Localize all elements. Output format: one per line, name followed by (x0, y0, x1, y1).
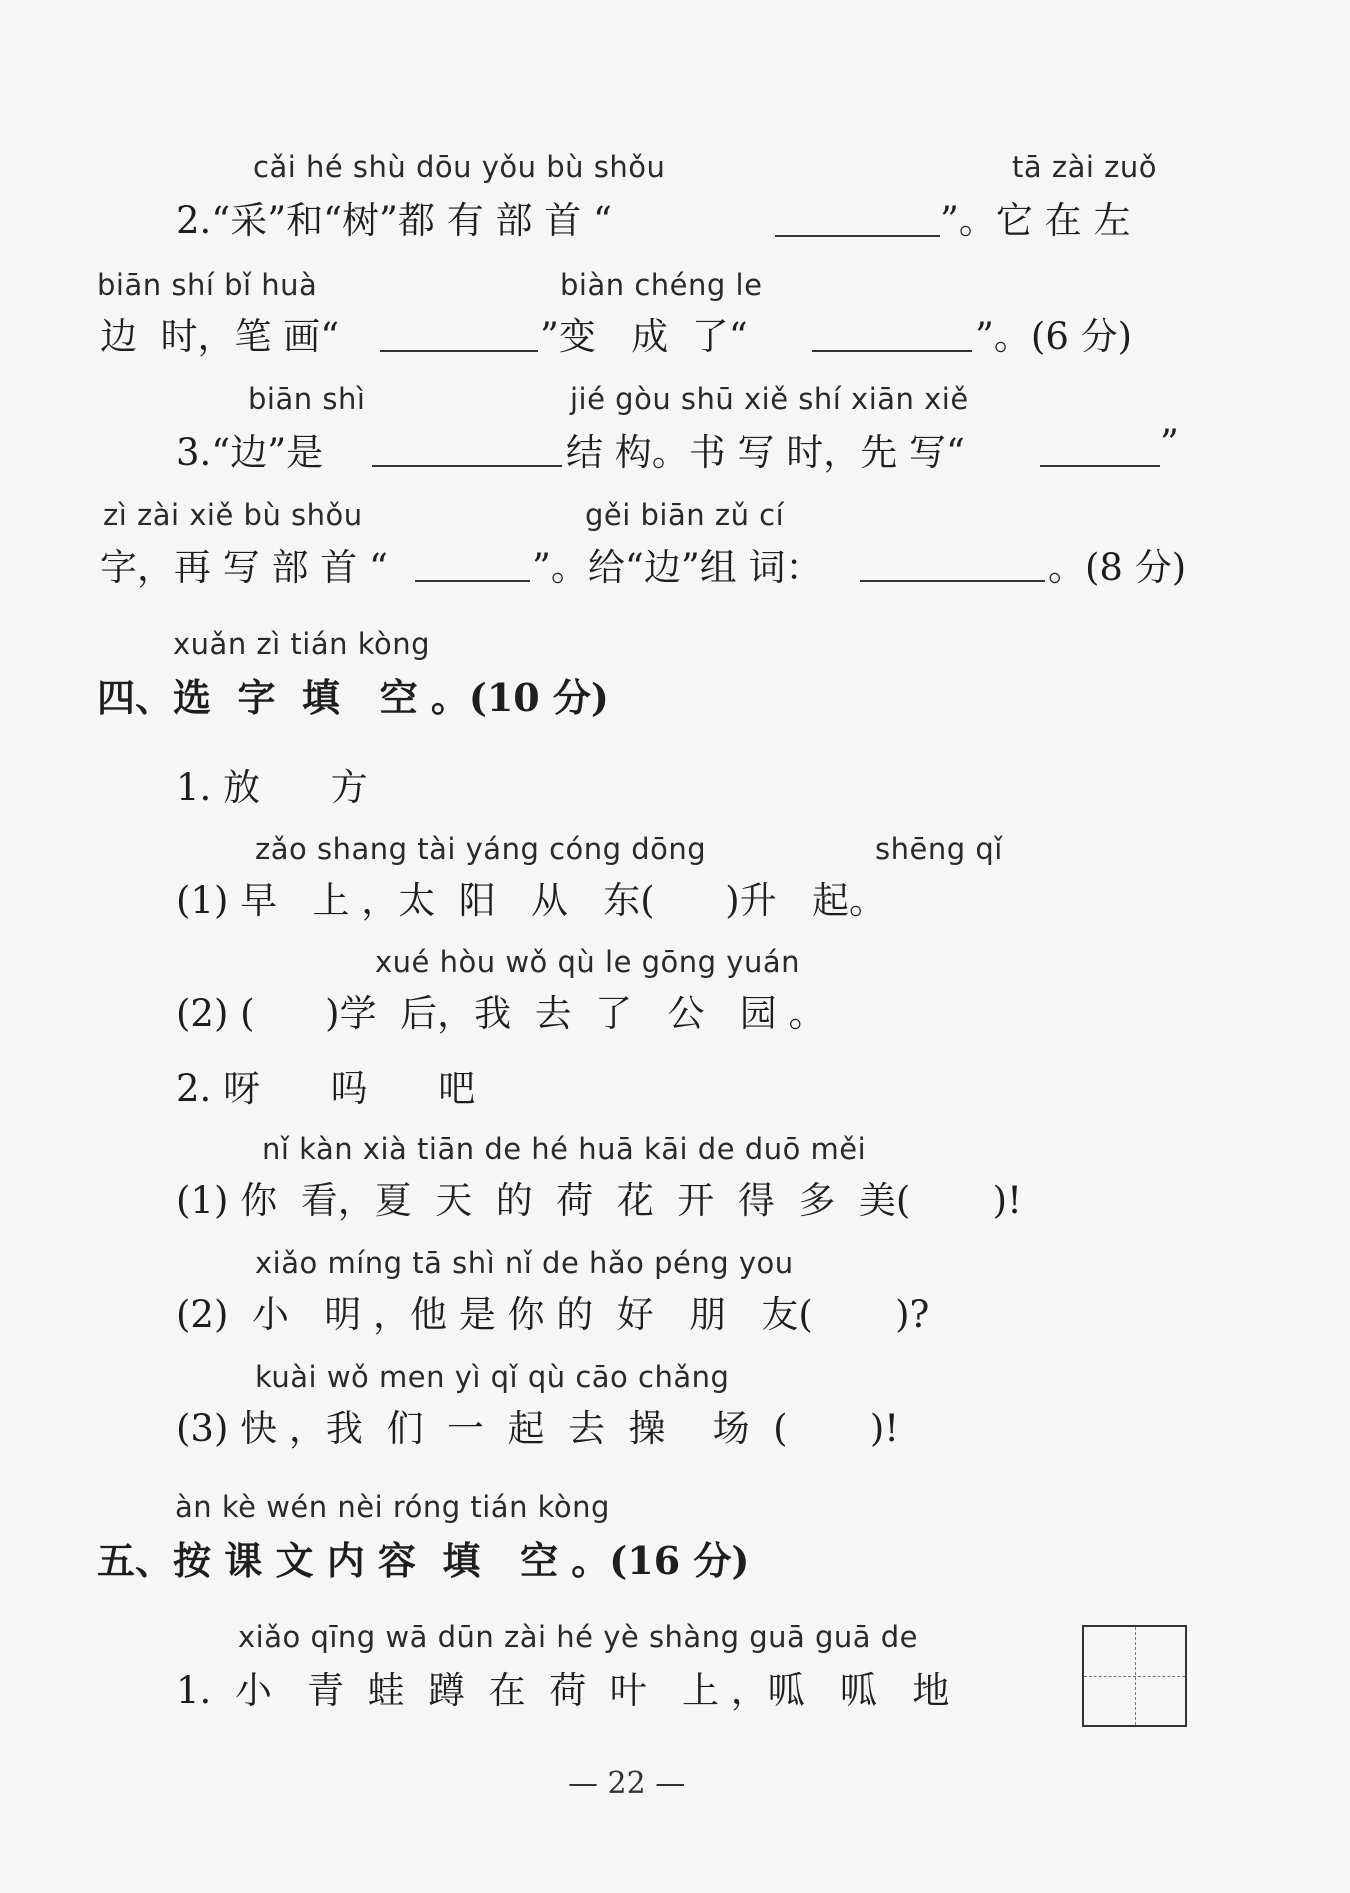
q3-structure-blank[interactable] (372, 465, 562, 467)
q3-text-1b: 结 构。书 写 时，先 写“ (566, 431, 965, 474)
q2-stroke-blank-1[interactable] (380, 350, 538, 352)
q2-stroke-blank-2[interactable] (812, 350, 972, 352)
s4-g2q1: (1) 你 看，夏 天 的 荷 花 开 得 多 美( )! (176, 1179, 1022, 1222)
q3-text-1c: ” (1160, 422, 1179, 465)
s4-g2q3-pinyin: kuài wǒ men yì qǐ qù cāo chǎng (255, 1360, 730, 1394)
s4-title-pinyin: xuǎn zì tián kòng (173, 627, 430, 661)
s4-title: 四、选 字 填 空 。(10 分) (97, 675, 609, 720)
q3-text-2a: 字，再 写 部 首 “ (100, 546, 388, 589)
q2-pinyin-2b: biàn chéng le (560, 268, 763, 302)
q2-radical-blank[interactable] (775, 235, 940, 237)
s5-title: 五、按 课 文 内 容 填 空 。(16 分) (97, 1538, 750, 1583)
q2-text-1a: 2.“采”和“树”都 有 部 首 “ (176, 199, 612, 242)
s4-g2q1-pinyin: nǐ kàn xià tiān de hé huā kāi de duō měi (262, 1132, 867, 1166)
s4-g1q1: (1) 早 上 ，太 阳 从 东( )升 起。 (176, 879, 887, 922)
q2-pinyin-1b: tā zài zuǒ (1012, 150, 1157, 184)
s4-g1q1-pinyin: zǎo shang tài yáng cóng dōng (255, 832, 707, 866)
grid-guide-horizontal (1084, 1676, 1185, 1677)
s5-title-pinyin: àn kè wén nèi róng tián kòng (175, 1490, 610, 1524)
s4-g1q2: (2) ( )学 后，我 去 了 公 园 。 (176, 992, 826, 1035)
q3-text-2b: ”。给“边”组 词： (532, 546, 823, 589)
q3-text-2c: 。(8 分) (1048, 546, 1187, 589)
q3-pinyin-2b: gěi biān zǔ cí (585, 498, 785, 532)
s4-g1q2-pinyin: xué hòu wǒ qù le gōng yuán (375, 945, 800, 979)
s5-q1-pinyin: xiǎo qīng wā dūn zài hé yè shàng guā guā de (238, 1620, 919, 1654)
q3-pinyin-1a: biān shì (248, 382, 366, 416)
q2-text-2a: 边 时，笔 画“ (100, 315, 340, 358)
s4-group1-options: 1. 放 方 (176, 766, 368, 809)
q3-radical-blank[interactable] (415, 580, 530, 582)
s4-g2q2: (2) 小 明 ，他 是 你 的 好 朋 友( )? (176, 1293, 930, 1336)
q3-first-write-blank[interactable] (1040, 465, 1160, 467)
q2-text-2b: ”变 成 了“ (540, 315, 748, 358)
q2-text-1b: ”。它 在 左 (940, 199, 1131, 242)
s4-group2-options: 2. 呀 吗 吧 (176, 1067, 476, 1110)
q3-word-blank[interactable] (860, 580, 1045, 582)
writing-grid-box[interactable] (1082, 1625, 1187, 1727)
s4-g2q2-pinyin: xiǎo míng tā shì nǐ de hǎo péng you (255, 1246, 794, 1280)
q3-text-1a: 3.“边”是 (176, 431, 324, 474)
s5-q1: 1. 小 青 蛙 蹲 在 荷 叶 上 ，呱 呱 地 (176, 1669, 950, 1712)
q3-pinyin-1b: jié gòu shū xiě shí xiān xiě (570, 382, 969, 416)
s4-g1q1-pinyin-2: shēng qǐ (875, 832, 1003, 866)
q2-pinyin-2a: biān shí bǐ huà (97, 268, 318, 302)
page-number: — 22 — (568, 1766, 686, 1801)
q2-pinyin-1a: cǎi hé shù dōu yǒu bù shǒu (253, 150, 666, 184)
q2-text-2c: ”。(6 分) (975, 315, 1133, 358)
s4-g2q3: (3) 快 ，我 们 一 起 去 操 场 ( )! (176, 1407, 900, 1450)
q3-pinyin-2a: zì zài xiě bù shǒu (103, 498, 363, 532)
